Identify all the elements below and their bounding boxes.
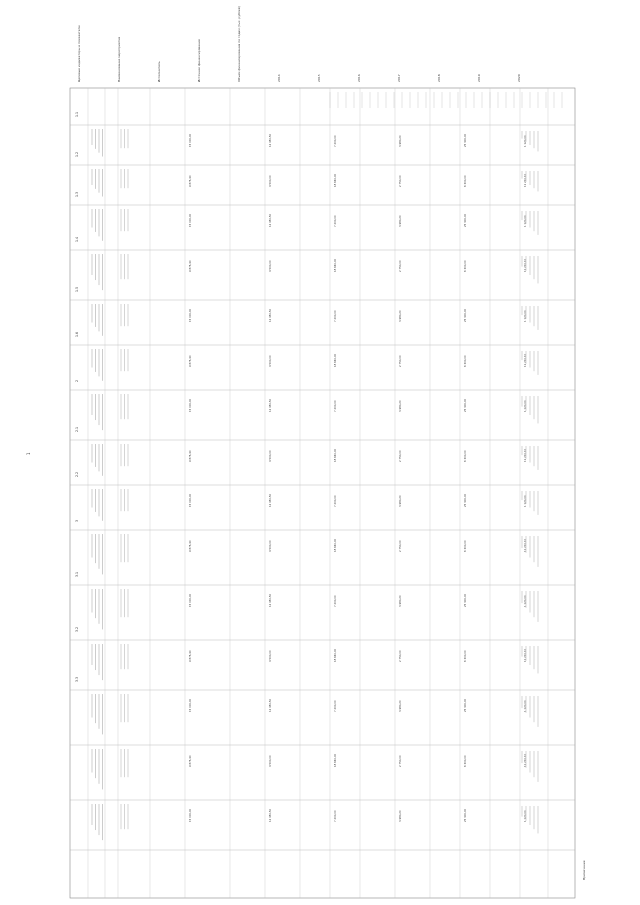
cell-value: 1 120,00 bbox=[524, 135, 527, 147]
cell-value: 15 000,00 bbox=[189, 213, 192, 227]
cell-value: 3 980,20 bbox=[399, 135, 402, 147]
cell-value: 1 120,00 bbox=[524, 310, 527, 322]
cell-value: 15 000,00 bbox=[189, 808, 192, 822]
row-label: 3.1 bbox=[75, 571, 79, 577]
row-label: 3.3 bbox=[75, 676, 79, 682]
cell-value: 12 450,50 bbox=[269, 593, 272, 607]
cell-value: 25 300,00 bbox=[464, 493, 467, 507]
cell-value: 18 640,00 bbox=[334, 538, 337, 552]
cell-value: 18 640,00 bbox=[334, 353, 337, 367]
cell-value: 4 500,00 bbox=[269, 260, 272, 272]
cell-value: 4 500,00 bbox=[269, 650, 272, 662]
cell-value: 11 210,10 bbox=[524, 448, 527, 462]
cell-value: 25 300,00 bbox=[464, 308, 467, 322]
cell-value: 15 000,00 bbox=[189, 593, 192, 607]
cell-value: 3 980,20 bbox=[399, 595, 402, 607]
cell-value: 12 450,50 bbox=[269, 308, 272, 322]
header-cell: 2017 bbox=[397, 74, 401, 82]
table-border bbox=[70, 88, 575, 898]
cell-value: 18 640,00 bbox=[334, 173, 337, 187]
row-label: 1.5 bbox=[75, 286, 79, 292]
row-label: 3 bbox=[75, 519, 79, 522]
header-cell: 2019 bbox=[477, 74, 481, 82]
cell-value: 6 300,00 bbox=[464, 650, 467, 662]
cell-value: 9 875,40 bbox=[189, 650, 192, 662]
cell-value: 18 640,00 bbox=[334, 448, 337, 462]
cell-value: 7 200,00 bbox=[334, 310, 337, 322]
cell-value: 25 300,00 bbox=[464, 593, 467, 607]
cell-value: 9 875,40 bbox=[189, 540, 192, 552]
cell-value: 15 000,00 bbox=[189, 698, 192, 712]
cell-value: 6 300,00 bbox=[464, 540, 467, 552]
cell-value: 12 450,50 bbox=[269, 398, 272, 412]
row-label: 2 bbox=[75, 379, 79, 382]
cell-value: 12 450,50 bbox=[269, 808, 272, 822]
header-cell: 2020 bbox=[517, 74, 521, 82]
cell-value: 12 450,50 bbox=[269, 133, 272, 147]
cell-value: 2 750,00 bbox=[399, 755, 402, 767]
cell-value: 2 750,00 bbox=[399, 260, 402, 272]
cell-value: 2 750,00 bbox=[399, 175, 402, 187]
row-label: 1.1 bbox=[75, 111, 79, 117]
cell-value: 6 300,00 bbox=[464, 450, 467, 462]
cell-value: 15 000,00 bbox=[189, 398, 192, 412]
cell-value: 7 200,00 bbox=[334, 595, 337, 607]
cell-value: 6 300,00 bbox=[464, 755, 467, 767]
row-label: 1.2 bbox=[75, 151, 79, 157]
cell-value: 12 450,50 bbox=[269, 698, 272, 712]
cell-value: 11 210,10 bbox=[524, 648, 527, 662]
cell-value: 1 120,00 bbox=[524, 595, 527, 607]
cell-value: 4 500,00 bbox=[269, 540, 272, 552]
cell-value: 7 200,00 bbox=[334, 495, 337, 507]
cell-value: 25 300,00 bbox=[464, 808, 467, 822]
header-cell: 2018 bbox=[437, 74, 441, 82]
cell-value: 4 500,00 bbox=[269, 450, 272, 462]
row-label: 1.3 bbox=[75, 191, 79, 197]
cell-value: 7 200,00 bbox=[334, 700, 337, 712]
cell-value: 6 300,00 bbox=[464, 355, 467, 367]
cell-value: 3 980,20 bbox=[399, 215, 402, 227]
cell-value: 9 875,40 bbox=[189, 260, 192, 272]
cell-value: 3 980,20 bbox=[399, 400, 402, 412]
cell-value: 15 000,00 bbox=[189, 308, 192, 322]
cell-value: 1 120,00 bbox=[524, 810, 527, 822]
cell-value: 25 300,00 bbox=[464, 213, 467, 227]
cell-value: 1 120,00 bbox=[524, 700, 527, 712]
page-number: 1 bbox=[26, 452, 31, 455]
row-label: 1.4 bbox=[75, 236, 79, 242]
cell-value: 9 875,40 bbox=[189, 355, 192, 367]
cell-value: 18 640,00 bbox=[334, 753, 337, 767]
cell-value: 11 210,10 bbox=[524, 538, 527, 552]
cell-value: 1 120,00 bbox=[524, 215, 527, 227]
cell-value: 2 750,00 bbox=[399, 650, 402, 662]
cell-value: 15 000,00 bbox=[189, 493, 192, 507]
cell-value: 9 875,40 bbox=[189, 755, 192, 767]
cell-value: 3 980,20 bbox=[399, 310, 402, 322]
cell-value: 2 750,00 bbox=[399, 355, 402, 367]
row-label: 2.1 bbox=[75, 426, 79, 432]
cell-value: 1 120,00 bbox=[524, 495, 527, 507]
cell-value: 11 210,10 bbox=[524, 258, 527, 272]
cell-value: 6 300,00 bbox=[464, 260, 467, 272]
cell-value: 3 980,20 bbox=[399, 495, 402, 507]
cell-value: 11 210,10 bbox=[524, 173, 527, 187]
cell-value: 25 300,00 bbox=[464, 133, 467, 147]
cell-value: 12 450,50 bbox=[269, 213, 272, 227]
cell-value: 3 980,20 bbox=[399, 810, 402, 822]
cell-value: 2 750,00 bbox=[399, 450, 402, 462]
cell-value: 4 500,00 bbox=[269, 355, 272, 367]
cell-value: 18 640,00 bbox=[334, 258, 337, 272]
header-cell: Источник финансирования bbox=[197, 39, 201, 82]
header-cell: Целевые индикаторы и показатели bbox=[77, 25, 81, 82]
cell-value: 1 120,00 bbox=[524, 400, 527, 412]
cell-value: 25 300,00 bbox=[464, 398, 467, 412]
row-label: 3.2 bbox=[75, 626, 79, 632]
header-cell: Наименование мероприятия bbox=[117, 36, 121, 82]
header-cell: Объем финансирования по годам (тыс. рублей) bbox=[237, 6, 241, 82]
header-cell: 2016 bbox=[357, 74, 361, 82]
cell-value: 9 875,40 bbox=[189, 175, 192, 187]
cell-value: 7 200,00 bbox=[334, 810, 337, 822]
cell-value: 6 300,00 bbox=[464, 175, 467, 187]
cell-value: 7 200,00 bbox=[334, 400, 337, 412]
cell-value: 7 200,00 bbox=[334, 135, 337, 147]
header-cell: 2015 bbox=[317, 74, 321, 82]
cell-value: 15 000,00 bbox=[189, 133, 192, 147]
header-cell: Исполнитель bbox=[157, 61, 161, 82]
row-label: 1.6 bbox=[75, 331, 79, 337]
row-label: 2.2 bbox=[75, 471, 79, 477]
cell-value: 7 200,00 bbox=[334, 215, 337, 227]
cell-value: 12 450,50 bbox=[269, 493, 272, 507]
cell-value: 4 500,00 bbox=[269, 175, 272, 187]
cell-value: 11 210,10 bbox=[524, 353, 527, 367]
cell-value: 11 210,10 bbox=[524, 753, 527, 767]
note-text: Примечание bbox=[582, 860, 586, 880]
cell-value: 3 980,20 bbox=[399, 700, 402, 712]
cell-value: 18 640,00 bbox=[334, 648, 337, 662]
cell-value: 4 500,00 bbox=[269, 755, 272, 767]
cell-value: 25 300,00 bbox=[464, 698, 467, 712]
header-cell: 2014 bbox=[277, 74, 281, 82]
cell-value: 2 750,00 bbox=[399, 540, 402, 552]
cell-value: 9 875,40 bbox=[189, 450, 192, 462]
